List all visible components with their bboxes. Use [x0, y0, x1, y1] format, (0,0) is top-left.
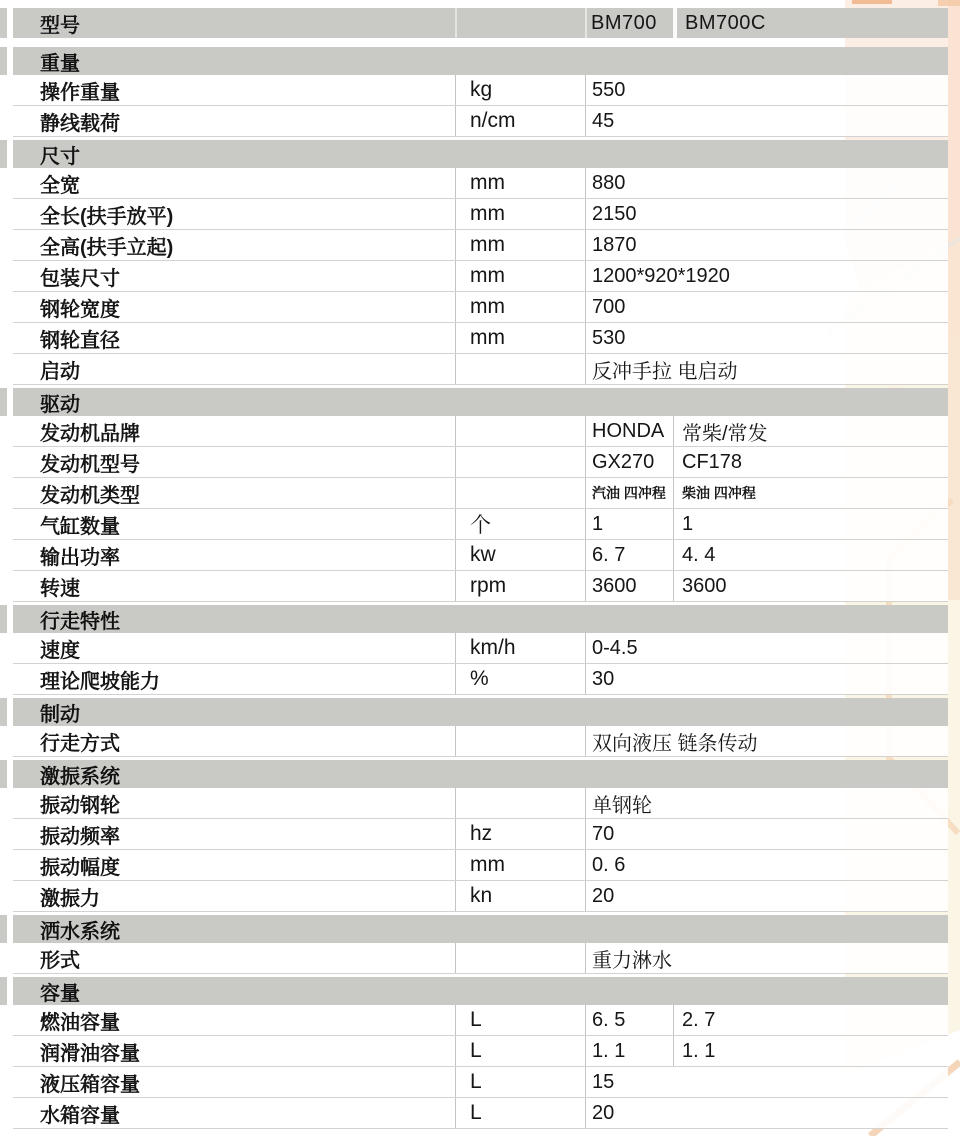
spec-value-2: 柴油 四冲程 — [673, 478, 948, 508]
section-header-main — [13, 915, 948, 943]
spec-row — [0, 1098, 948, 1129]
row-left-gap — [0, 943, 13, 974]
spec-row-main — [13, 1098, 948, 1129]
spec-value: 700 — [585, 292, 948, 322]
spec-row — [0, 571, 948, 602]
section-title: 洒水系统 — [40, 920, 120, 943]
spec-row — [0, 447, 948, 478]
spec-row — [0, 1005, 948, 1036]
section-title: 驱动 — [40, 393, 80, 416]
spec-unit — [455, 354, 585, 384]
spec-value: 530 — [585, 323, 948, 353]
spec-label: 液压箱容量 — [40, 1073, 140, 1096]
spec-unit: mm — [455, 292, 585, 322]
model-header-main — [13, 8, 948, 38]
spec-row — [0, 633, 948, 664]
spec-unit: mm — [455, 230, 585, 260]
spec-row — [0, 943, 948, 974]
section-title: 重量 — [40, 52, 80, 75]
spec-unit: hz — [455, 819, 585, 849]
spec-unit: mm — [455, 323, 585, 353]
spec-label: 全高(扶手立起) — [40, 236, 174, 259]
spec-value: 0. 6 — [585, 850, 948, 880]
spec-row — [0, 881, 948, 912]
spec-label: 振动频率 — [40, 825, 120, 848]
row-left-gap — [0, 323, 13, 354]
spec-value: 15 — [585, 1067, 948, 1097]
spec-row — [0, 230, 948, 261]
row-left-edge — [0, 605, 7, 633]
section-title: 行走特性 — [40, 610, 120, 633]
spec-label: 燃油容量 — [40, 1011, 120, 1034]
row-left-gap — [0, 447, 13, 478]
spec-row-main — [13, 850, 948, 881]
spec-unit — [455, 416, 585, 446]
model-name-1: BM700 — [585, 8, 673, 38]
spec-unit — [455, 447, 585, 477]
spec-table — [0, 8, 948, 1129]
spec-value: 1200*920*1920 — [585, 261, 948, 291]
spec-label: 全宽 — [40, 174, 80, 197]
spec-row-main — [13, 1067, 948, 1098]
spec-row-main — [13, 788, 948, 819]
spec-unit: kw — [455, 540, 585, 570]
spec-value-1: 6. 5 — [585, 1005, 673, 1035]
spec-row — [0, 850, 948, 881]
spec-unit — [455, 788, 585, 818]
spec-row — [0, 75, 948, 106]
spec-unit: L — [455, 1036, 585, 1066]
spec-label: 理论爬坡能力 — [40, 670, 160, 693]
spec-row-main — [13, 633, 948, 664]
model-name-2: BM700C — [673, 8, 948, 38]
row-left-edge — [0, 140, 7, 168]
spec-unit: 个 — [455, 509, 585, 539]
spec-row-main — [13, 881, 948, 912]
row-left-gap — [0, 292, 13, 323]
spec-row — [0, 478, 948, 509]
spec-row-main — [13, 1036, 948, 1067]
row-left-gap — [0, 726, 13, 757]
section-header-bar — [0, 760, 948, 788]
row-left-gap — [0, 478, 13, 509]
spec-label: 形式 — [40, 949, 80, 972]
spec-row-main — [13, 1005, 948, 1036]
spec-value: 1870 — [585, 230, 948, 260]
section-title: 制动 — [40, 703, 80, 726]
model-header-unit-cell — [455, 8, 585, 38]
spec-row-main — [13, 106, 948, 137]
row-left-edge — [0, 388, 7, 416]
header-spacer — [0, 38, 948, 44]
spec-value-1: HONDA — [585, 416, 673, 446]
spec-label: 速度 — [40, 639, 80, 662]
spec-value-1: 汽油 四冲程 — [585, 478, 673, 508]
spec-value-2: 1. 1 — [673, 1036, 948, 1066]
section-header-main — [13, 977, 948, 1005]
spec-label: 振动钢轮 — [40, 794, 120, 817]
section-header-bar — [0, 47, 948, 75]
spec-unit: kn — [455, 881, 585, 911]
spec-label: 启动 — [40, 360, 80, 383]
spec-row-main — [13, 75, 948, 106]
spec-unit: rpm — [455, 571, 585, 601]
spec-row — [0, 199, 948, 230]
spec-value: 20 — [585, 1098, 948, 1128]
section-header-main — [13, 760, 948, 788]
spec-row — [0, 354, 948, 385]
spec-row-main — [13, 540, 948, 571]
spec-unit: L — [455, 1067, 585, 1097]
section-header-main — [13, 388, 948, 416]
spec-label: 转速 — [40, 577, 80, 600]
spec-value: 双向液压 链条传动 — [585, 726, 948, 756]
spec-row-main — [13, 447, 948, 478]
section-header-bar — [0, 605, 948, 633]
spec-unit: mm — [455, 850, 585, 880]
spec-value: 2150 — [585, 199, 948, 229]
spec-row-main — [13, 664, 948, 695]
spec-row — [0, 106, 948, 137]
spec-value-2: 常柴/常发 — [673, 416, 948, 446]
spec-row-main — [13, 478, 948, 509]
spec-value: 550 — [585, 75, 948, 105]
spec-label: 包装尺寸 — [40, 267, 120, 290]
spec-value-2: 2. 7 — [673, 1005, 948, 1035]
section-header-main — [13, 698, 948, 726]
spec-value: 反冲手拉 电启动 — [585, 354, 948, 384]
spec-unit: mm — [455, 261, 585, 291]
spec-unit: L — [455, 1005, 585, 1035]
row-left-gap — [0, 509, 13, 540]
section-title: 容量 — [40, 982, 80, 1005]
section-title: 尺寸 — [40, 145, 80, 168]
row-left-gap — [0, 571, 13, 602]
spec-value-2: 1 — [673, 509, 948, 539]
spec-label: 行走方式 — [40, 732, 120, 755]
row-left-edge — [0, 8, 7, 38]
spec-row — [0, 509, 948, 540]
spec-label: 钢轮宽度 — [40, 298, 120, 321]
spec-label: 钢轮直径 — [40, 329, 120, 352]
row-left-gap — [0, 540, 13, 571]
row-left-edge — [0, 698, 7, 726]
spec-row — [0, 664, 948, 695]
section-header-main — [13, 140, 948, 168]
row-left-gap — [0, 881, 13, 912]
spec-value-1: 1. 1 — [585, 1036, 673, 1066]
row-left-gap — [0, 416, 13, 447]
spec-label: 振动幅度 — [40, 856, 120, 879]
spec-row — [0, 819, 948, 850]
spec-row-main — [13, 819, 948, 850]
row-left-gap — [0, 1098, 13, 1129]
spec-label: 发动机型号 — [40, 453, 140, 476]
row-left-gap — [0, 633, 13, 664]
row-left-gap — [0, 788, 13, 819]
spec-row — [0, 1067, 948, 1098]
spec-unit: kg — [455, 75, 585, 105]
spec-unit: mm — [455, 168, 585, 198]
row-left-gap — [0, 106, 13, 137]
row-left-gap — [0, 1067, 13, 1098]
section-header-bar — [0, 388, 948, 416]
spec-value-2: CF178 — [673, 447, 948, 477]
spec-label: 水箱容量 — [40, 1104, 120, 1127]
spec-value: 20 — [585, 881, 948, 911]
row-left-gap — [0, 850, 13, 881]
section-header-main — [13, 47, 948, 75]
row-left-gap — [0, 354, 13, 385]
spec-value: 单钢轮 — [585, 788, 948, 818]
spec-unit — [455, 726, 585, 756]
row-left-gap — [0, 168, 13, 199]
spec-value: 45 — [585, 106, 948, 136]
spec-unit — [455, 478, 585, 508]
spec-label: 气缸数量 — [40, 515, 120, 538]
spec-row-main — [13, 509, 948, 540]
section-header-bar — [0, 977, 948, 1005]
row-left-gap — [0, 75, 13, 106]
section-header-bar — [0, 140, 948, 168]
spec-value: 70 — [585, 819, 948, 849]
spec-row-main — [13, 943, 948, 974]
model-header-label: 型号 — [40, 14, 80, 37]
spec-row-main — [13, 261, 948, 292]
spec-value-1: 3600 — [585, 571, 673, 601]
row-left-gap — [0, 1036, 13, 1067]
section-header-main — [13, 605, 948, 633]
spec-value-1: GX270 — [585, 447, 673, 477]
spec-unit: % — [455, 664, 585, 694]
spec-row — [0, 788, 948, 819]
spec-label: 激振力 — [40, 887, 100, 910]
spec-unit: n/cm — [455, 106, 585, 136]
model-header-row — [0, 8, 948, 38]
spec-row — [0, 292, 948, 323]
spec-row-main — [13, 726, 948, 757]
spec-row — [0, 323, 948, 354]
spec-label: 全长(扶手放平) — [40, 205, 174, 228]
spec-label: 输出功率 — [40, 546, 120, 569]
spec-row — [0, 540, 948, 571]
spec-row-main — [13, 571, 948, 602]
row-left-edge — [0, 760, 7, 788]
row-left-gap — [0, 230, 13, 261]
spec-unit: km/h — [455, 633, 585, 663]
spec-value-1: 1 — [585, 509, 673, 539]
spec-unit: L — [455, 1098, 585, 1128]
row-left-gap — [0, 664, 13, 695]
spec-row-main — [13, 230, 948, 261]
row-left-gap — [0, 199, 13, 230]
row-left-gap — [0, 1005, 13, 1036]
spec-label: 发动机类型 — [40, 484, 140, 507]
spec-unit: mm — [455, 199, 585, 229]
spec-value-1: 6. 7 — [585, 540, 673, 570]
spec-label: 操作重量 — [40, 81, 120, 104]
section-header-bar — [0, 915, 948, 943]
spec-row — [0, 261, 948, 292]
spec-value: 880 — [585, 168, 948, 198]
spec-value-2: 4. 4 — [673, 540, 948, 570]
spec-label: 润滑油容量 — [40, 1042, 140, 1065]
spec-row-main — [13, 168, 948, 199]
row-left-gap — [0, 261, 13, 292]
spec-unit — [455, 943, 585, 973]
section-header-bar — [0, 698, 948, 726]
spec-row-main — [13, 292, 948, 323]
spec-value: 0-4.5 — [585, 633, 948, 663]
spec-row-main — [13, 323, 948, 354]
spec-row-main — [13, 354, 948, 385]
spec-value-2: 3600 — [673, 571, 948, 601]
spec-row — [0, 1036, 948, 1067]
spec-value: 30 — [585, 664, 948, 694]
spec-row-main — [13, 199, 948, 230]
section-title: 激振系统 — [40, 765, 120, 788]
table-body — [0, 47, 948, 1129]
row-left-edge — [0, 915, 7, 943]
row-left-edge — [0, 977, 7, 1005]
spec-row — [0, 416, 948, 447]
spec-value: 重力淋水 — [585, 943, 948, 973]
row-left-gap — [0, 819, 13, 850]
spec-row — [0, 726, 948, 757]
row-left-edge — [0, 47, 7, 75]
spec-row-main — [13, 416, 948, 447]
spec-label: 静线载荷 — [40, 112, 120, 135]
spec-row — [0, 168, 948, 199]
spec-label: 发动机品牌 — [40, 422, 140, 445]
